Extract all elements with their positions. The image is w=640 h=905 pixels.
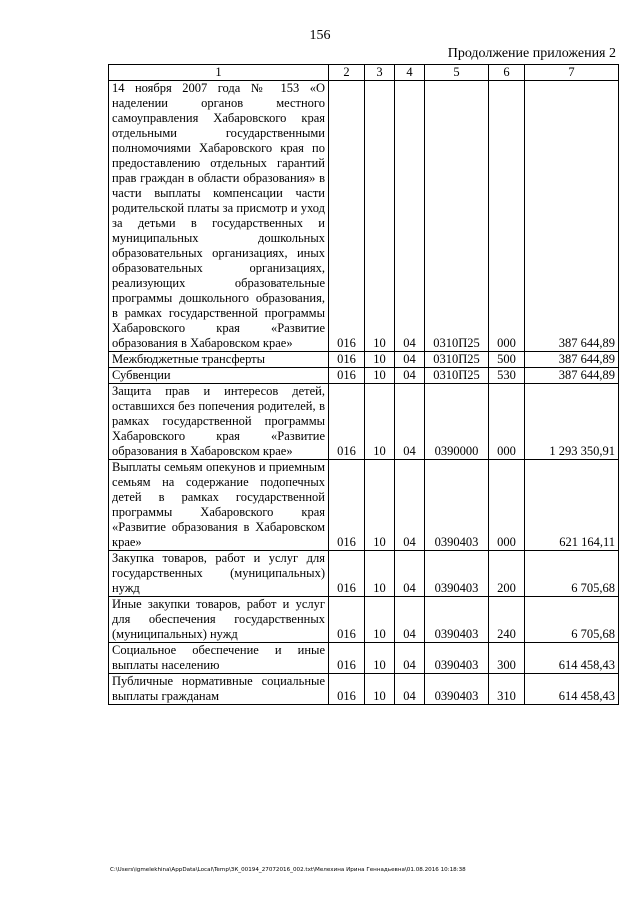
table-row (109, 643, 619, 674)
cell-col4: 04 (395, 368, 425, 384)
cell-col3: 10 (365, 352, 395, 368)
cell-amount: 6 705,68 (525, 597, 619, 643)
cell-col3: 10 (365, 643, 395, 674)
cell-col4: 04 (395, 597, 425, 643)
table-row (109, 384, 619, 460)
row-name: 14 ноября 2007 года № 153 «О наделении органов местного самоуправления Хабаровского края отдельными государственными полномочиями Хабаровского края по предоставлению отдельных гарантий прав граждан в области образования» в части выплаты компенсации части родительской платы за присмотр и уход за детьми в государственных и муниципальных дошкольных образовательных организациях, иных образовательных организациях, реализующих образовательные программы дошкольного образования, в рамках государственной программы Хабаровского края «Развитие образования в Хабаровском крае» (109, 81, 329, 352)
table-row (109, 352, 619, 368)
page-number: 156 (309, 28, 331, 43)
cell-col5: 0390403 (425, 551, 489, 597)
row-name: Субвенции (109, 368, 329, 384)
table-row (109, 460, 619, 551)
cell-col4: 04 (395, 460, 425, 551)
cell-amount: 614 458,43 (525, 643, 619, 674)
cell-amount: 621 164,11 (525, 460, 619, 551)
cell-col5: 0310П25 (425, 81, 489, 352)
row-name: Защита прав и интересов детей, оставшихся без попечения родителей, в рамках государственной программы Хабаровского края «Развитие образования в Хабаровском крае» (109, 384, 329, 460)
cell-col3: 10 (365, 674, 395, 705)
cell-col5: 0310П25 (425, 352, 489, 368)
cell-amount: 6 705,68 (525, 551, 619, 597)
cell-amount: 614 458,43 (525, 674, 619, 705)
column-header: 7 (525, 65, 619, 81)
cell-col6: 000 (489, 460, 525, 551)
column-header: 4 (395, 65, 425, 81)
cell-col5: 0390403 (425, 674, 489, 705)
cell-col5: 0390403 (425, 643, 489, 674)
cell-col2: 016 (329, 368, 365, 384)
table-row (109, 368, 619, 384)
row-name: Выплаты семьям опекунов и приемным семьям на содержание подопечных детей в рамках государственной программы Хабаровского края «Развитие образования в Хабаровском крае» (109, 460, 329, 551)
table-row (109, 597, 619, 643)
cell-col2: 016 (329, 81, 365, 352)
cell-col4: 04 (395, 81, 425, 352)
cell-amount: 387 644,89 (525, 352, 619, 368)
cell-col2: 016 (329, 597, 365, 643)
cell-col3: 10 (365, 597, 395, 643)
cell-col5: 0390403 (425, 597, 489, 643)
column-header: 5 (425, 65, 489, 81)
cell-col4: 04 (395, 551, 425, 597)
row-name: Иные закупки товаров, работ и услуг для обеспечения государственных (муниципальных) нужд (109, 597, 329, 643)
cell-col6: 500 (489, 352, 525, 368)
cell-col5: 0310П25 (425, 368, 489, 384)
column-header: 2 (329, 65, 365, 81)
column-header: 6 (489, 65, 525, 81)
document-path-footer: C:\Users\igmelekhina\AppData\Local\Temp\ЗК_00194_27072016_002.txt\Мелехина Ирина Геннадьевна\01.08.2016 10:18:38 (110, 867, 466, 873)
cell-col4: 04 (395, 352, 425, 368)
cell-col6: 000 (489, 81, 525, 352)
cell-col6: 200 (489, 551, 525, 597)
cell-col3: 10 (365, 81, 395, 352)
continuation-label: Продолжение приложения 2 (447, 46, 616, 61)
cell-col3: 10 (365, 460, 395, 551)
cell-col2: 016 (329, 551, 365, 597)
table-row (109, 81, 619, 352)
cell-col4: 04 (395, 674, 425, 705)
cell-amount: 1 293 350,91 (525, 384, 619, 460)
cell-col2: 016 (329, 643, 365, 674)
table-row (109, 551, 619, 597)
cell-col6: 240 (489, 597, 525, 643)
cell-col3: 10 (365, 368, 395, 384)
cell-col6: 310 (489, 674, 525, 705)
cell-col4: 04 (395, 643, 425, 674)
cell-col6: 530 (489, 368, 525, 384)
column-header: 3 (365, 65, 395, 81)
cell-col4: 04 (395, 384, 425, 460)
table-header-row (109, 65, 619, 81)
budget-table (108, 64, 619, 705)
row-name: Социальное обеспечение и иные выплаты населению (109, 643, 329, 674)
cell-col5: 0390000 (425, 384, 489, 460)
row-name: Закупка товаров, работ и услуг для государственных (муниципальных) нужд (109, 551, 329, 597)
cell-col3: 10 (365, 384, 395, 460)
cell-amount: 387 644,89 (525, 81, 619, 352)
cell-col3: 10 (365, 551, 395, 597)
cell-col2: 016 (329, 674, 365, 705)
table-row (109, 674, 619, 705)
cell-col5: 0390403 (425, 460, 489, 551)
cell-col2: 016 (329, 460, 365, 551)
cell-col6: 000 (489, 384, 525, 460)
cell-col2: 016 (329, 384, 365, 460)
cell-col6: 300 (489, 643, 525, 674)
row-name: Публичные нормативные социальные выплаты гражданам (109, 674, 329, 705)
column-header: 1 (109, 65, 329, 81)
cell-amount: 387 644,89 (525, 368, 619, 384)
row-name: Межбюджетные трансферты (109, 352, 329, 368)
cell-col2: 016 (329, 352, 365, 368)
